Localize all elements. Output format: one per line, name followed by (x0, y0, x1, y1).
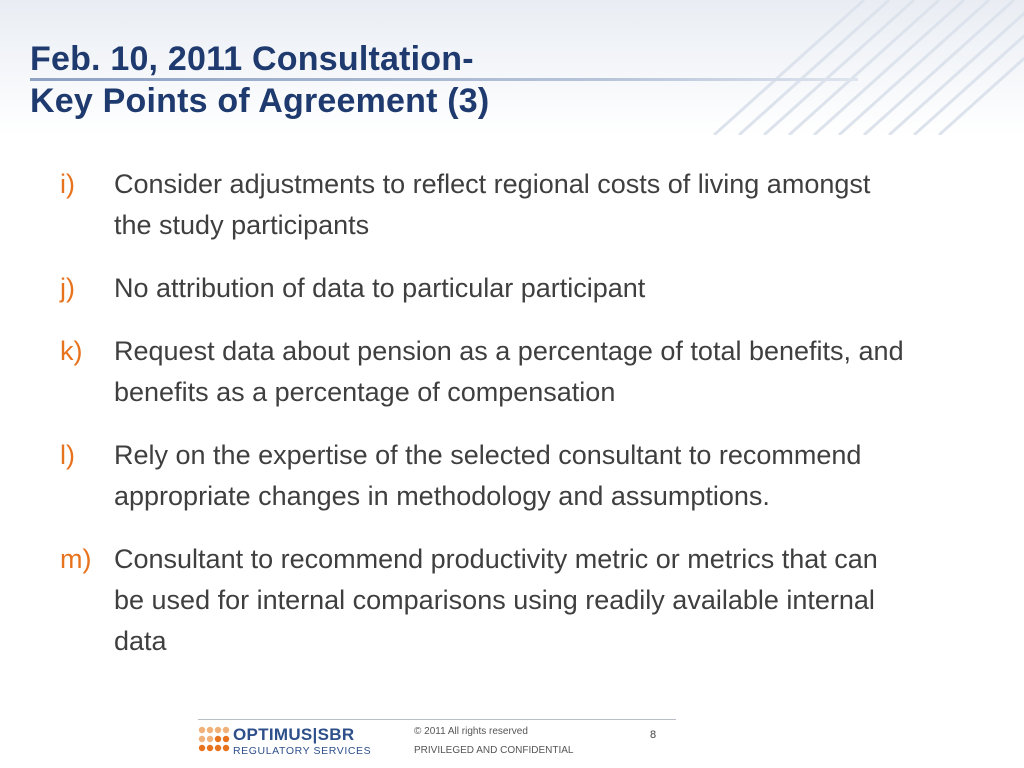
logo-name: OPTIMUS|SBR (233, 725, 355, 744)
list-item (60, 435, 940, 517)
footer-divider (198, 719, 676, 720)
agreement-list (60, 164, 940, 684)
list-item (60, 539, 940, 662)
list-item-text: Consultant to recommend productivity metric or metrics that can be used for internal comparisons using readily available internal data (114, 544, 878, 656)
list-item (60, 268, 940, 309)
header-stripes-decoration (694, 0, 1024, 135)
list-item (60, 164, 940, 246)
slide-title-line-1: Feb. 10, 2011 Consultation- (30, 40, 474, 78)
copyright-text: © 2011 All rights reserved (414, 726, 528, 737)
list-marker: k) (60, 336, 83, 366)
title-underline (30, 78, 858, 81)
list-marker: m) (60, 544, 92, 574)
logo-dots-icon (198, 726, 230, 756)
list-marker: l) (60, 440, 75, 470)
slide-title-line-2: Key Points of Agreement (3) (30, 82, 490, 120)
list-item (60, 331, 940, 413)
list-item-text: No attribution of data to particular participant (114, 273, 646, 303)
logo-subtitle: REGULATORY SERVICES (233, 745, 372, 757)
list-item-text: Rely on the expertise of the selected consultant to recommend appropriate changes in methodology and assumptions. (114, 440, 862, 511)
list-marker: i) (60, 169, 75, 199)
page-number: 8 (650, 729, 657, 741)
list-marker: j) (60, 273, 75, 303)
optimus-sbr-logo (198, 724, 388, 760)
list-item-text: Request data about pension as a percentage of total benefits, and benefits as a percentage of compensation (114, 336, 904, 407)
list-item-text: Consider adjustments to reflect regional costs of living amongst the study participants (114, 169, 871, 240)
confidentiality-notice: PRIVILEGED AND CONFIDENTIAL (414, 745, 574, 756)
